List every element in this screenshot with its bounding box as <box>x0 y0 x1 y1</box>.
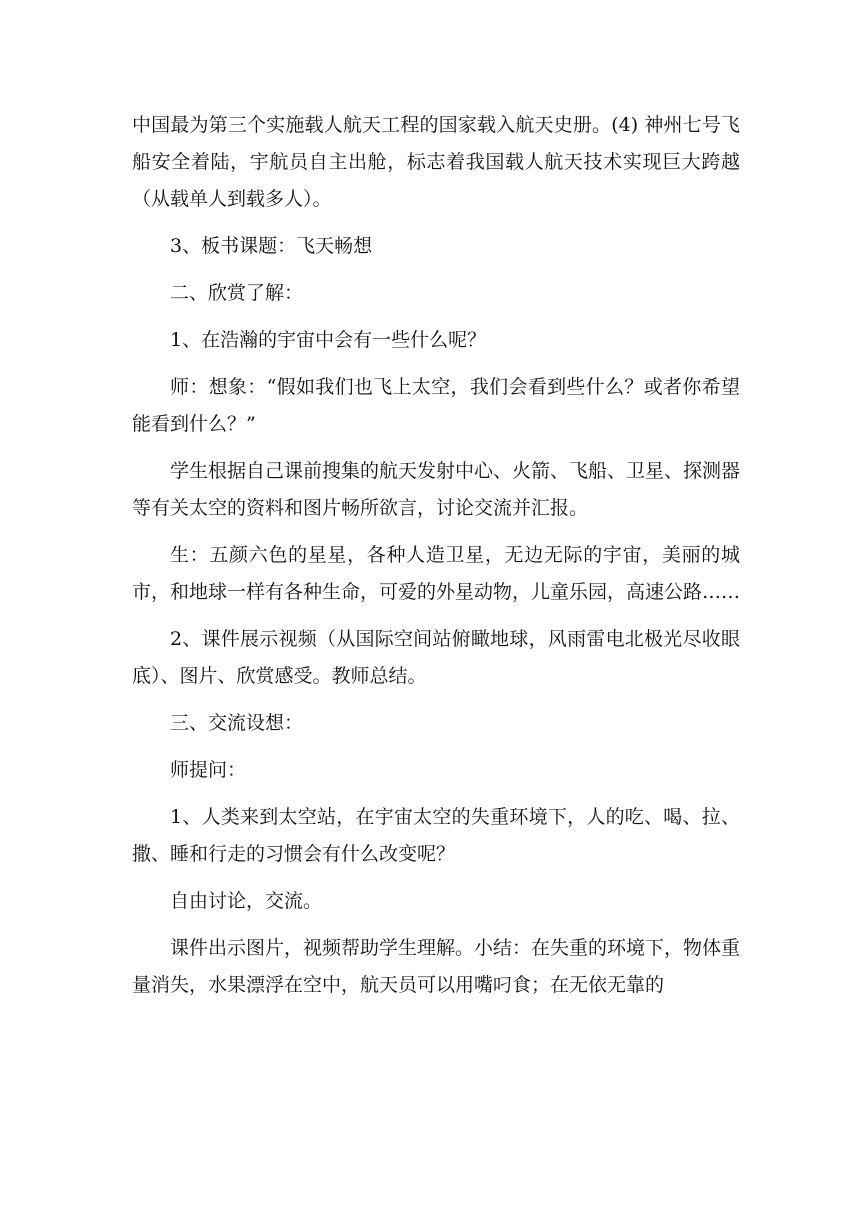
paragraph-1: 中国最为第三个实施载人航天工程的国家载入航天史册。(4) 神州七号飞船安全着陆，宇航员自主出舱，标志着我国载人航天技术实现巨大跨越（从载单人到载多人）。 <box>132 114 740 210</box>
paragraph-13: 课件出示图片，视频帮助学生理解。小结：在失重的环境下，物体重量消失，水果漂浮在空中，航天员可以用嘴叼食；在无依无靠的 <box>132 937 741 996</box>
paragraph-9: 三、交流设想： <box>170 712 304 734</box>
paragraph-5: 师：想象：“假如我们也飞上太空，我们会看到些什么？或者你希望能看到什么？” <box>132 376 740 435</box>
paragraph-4: 1、在浩瀚的宇宙中会有一些什么呢？ <box>170 329 487 351</box>
paragraph-6: 学生根据自己课前搜集的航天发射中心、火箭、飞船、卫星、探测器等有关太空的资料和图片畅所欲言，讨论交流并汇报。 <box>132 460 741 519</box>
paragraph-7: 生：五颜六色的星星，各种人造卫星，无边无际的宇宙，美丽的城市，和地球一样有各种生命，可爱的外星动物，儿童乐园，高速公路…… <box>132 544 741 603</box>
paragraph-11: 1、人类来到太空站，在宇宙太空的失重环境下，人的吃、喝、拉、撒、睡和行走的习惯会有什么改变呢？ <box>132 806 740 865</box>
paragraph-8: 2、课件展示视频（从国际空间站俯瞰地球，风雨雷电北极光尽收眼底）、图片、欣赏感受。教师总结。 <box>132 628 740 687</box>
paragraph-10: 师提问： <box>170 759 247 781</box>
paragraph-12: 自由讨论，交流。 <box>170 890 323 912</box>
document-body <box>132 107 740 1014</box>
paragraph-3: 二、欣赏了解： <box>170 282 304 304</box>
paragraph-2: 3、板书课题：飞天畅想 <box>170 235 373 257</box>
